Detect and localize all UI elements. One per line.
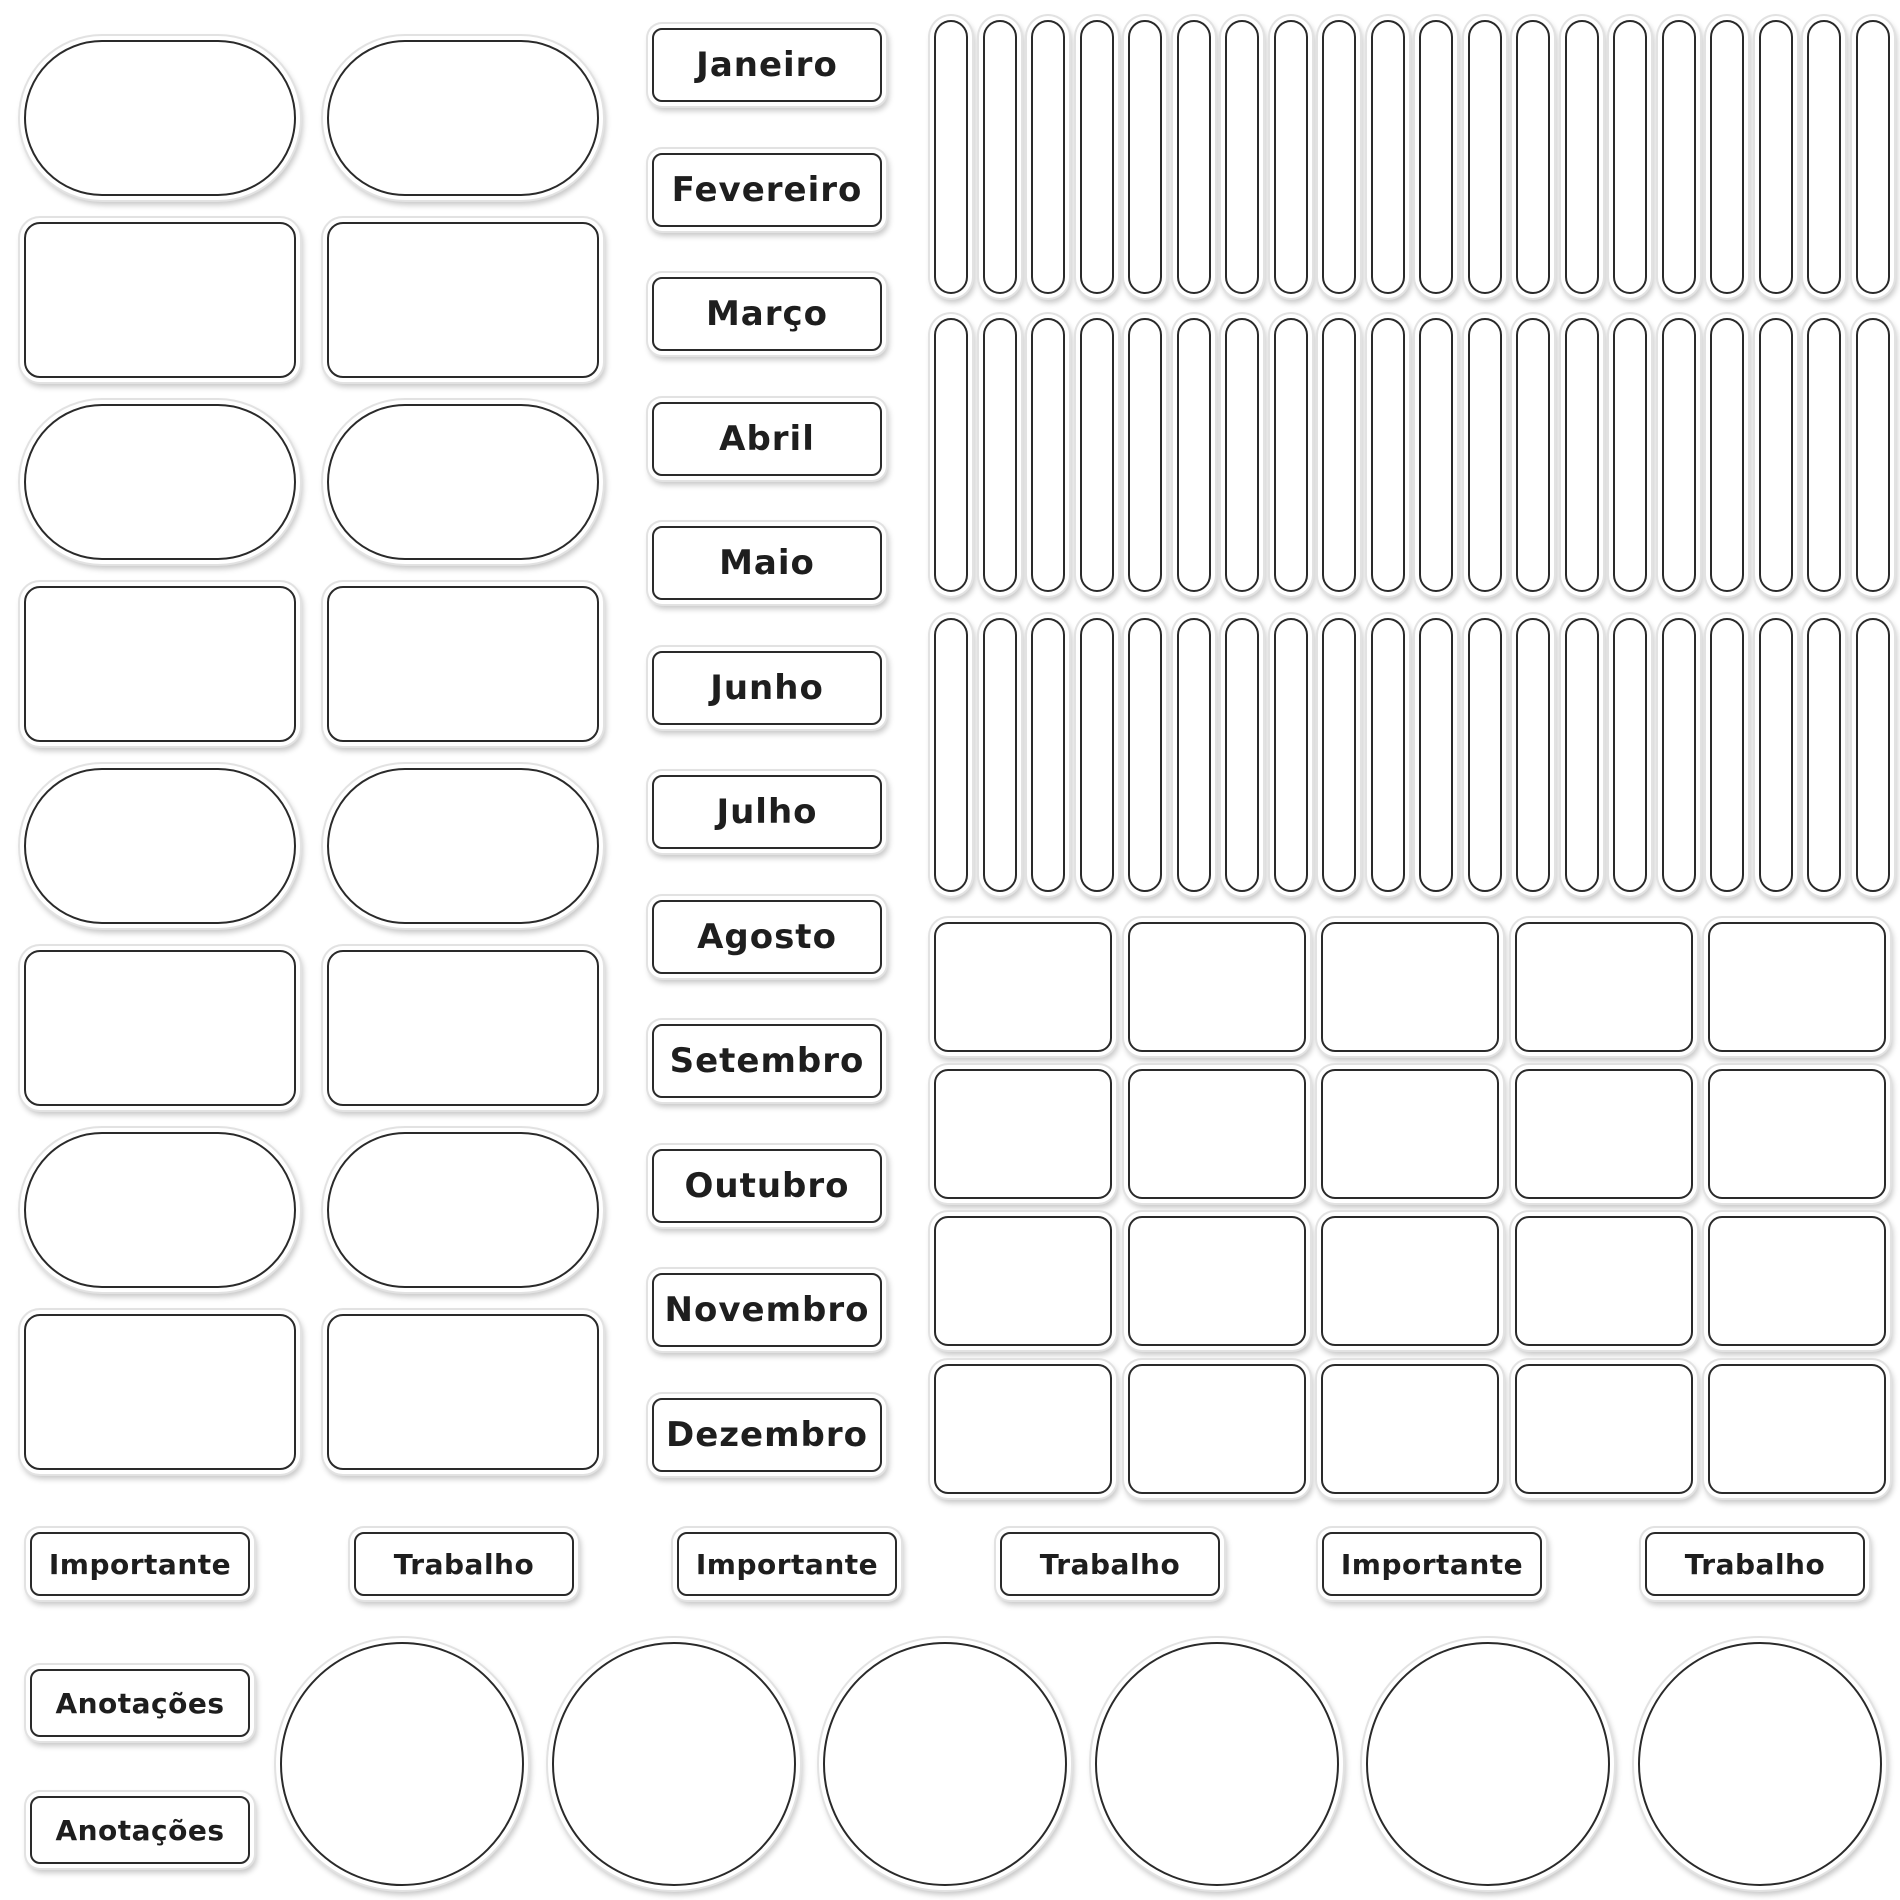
blank-circle-label	[552, 1642, 796, 1886]
blank-strip-label	[1565, 618, 1599, 892]
blank-square-label	[1321, 922, 1499, 1052]
month-label: Setembro	[652, 1024, 882, 1098]
tag-label: Importante	[30, 1532, 250, 1596]
blank-strip-label	[1662, 318, 1696, 592]
blank-square-label	[1321, 1216, 1499, 1346]
blank-strip-label	[1710, 618, 1744, 892]
blank-strip-label	[934, 618, 968, 892]
tag-label: Trabalho	[1000, 1532, 1220, 1596]
blank-rect-label	[327, 1314, 599, 1470]
blank-strip-label	[1759, 318, 1793, 592]
blank-strip-label	[1371, 618, 1405, 892]
blank-strip-label	[1613, 318, 1647, 592]
blank-circle-label	[280, 1642, 524, 1886]
blank-square-label	[934, 922, 1112, 1052]
blank-strip-label	[1759, 20, 1793, 294]
blank-circle-label	[1366, 1642, 1610, 1886]
blank-pill-label	[327, 404, 599, 560]
blank-strip-label	[1468, 318, 1502, 592]
blank-strip-label	[1565, 20, 1599, 294]
blank-strip-label	[1419, 20, 1453, 294]
blank-square-label	[1708, 1216, 1886, 1346]
month-label: Abril	[652, 402, 882, 476]
blank-strip-label	[1516, 318, 1550, 592]
blank-rect-label	[24, 222, 296, 378]
blank-strip-label	[1662, 618, 1696, 892]
blank-pill-label	[327, 40, 599, 196]
blank-strip-label	[1468, 618, 1502, 892]
blank-strip-label	[1031, 20, 1065, 294]
blank-strip-label	[934, 20, 968, 294]
month-label: Novembro	[652, 1273, 882, 1347]
blank-pill-label	[24, 404, 296, 560]
blank-square-label	[934, 1364, 1112, 1494]
blank-rect-label	[327, 222, 599, 378]
blank-square-label	[1321, 1364, 1499, 1494]
blank-strip-label	[1080, 318, 1114, 592]
blank-strip-label	[1807, 20, 1841, 294]
blank-strip-label	[1710, 318, 1744, 592]
blank-strip-label	[934, 318, 968, 592]
blank-strip-label	[1322, 318, 1356, 592]
blank-pill-label	[24, 40, 296, 196]
blank-square-label	[1128, 1069, 1306, 1199]
blank-strip-label	[1613, 20, 1647, 294]
blank-square-label	[1128, 1364, 1306, 1494]
blank-strip-label	[1807, 318, 1841, 592]
blank-square-label	[1515, 1069, 1693, 1199]
blank-strip-label	[1565, 318, 1599, 592]
blank-strip-label	[1274, 318, 1308, 592]
blank-strip-label	[1080, 618, 1114, 892]
blank-pill-label	[24, 1132, 296, 1288]
month-label: Outubro	[652, 1149, 882, 1223]
blank-strip-label	[1516, 20, 1550, 294]
blank-strip-label	[1468, 20, 1502, 294]
blank-strip-label	[1225, 318, 1259, 592]
blank-pill-label	[24, 768, 296, 924]
blank-square-label	[1321, 1069, 1499, 1199]
blank-strip-label	[1322, 20, 1356, 294]
blank-strip-label	[1225, 20, 1259, 294]
month-label: Janeiro	[652, 28, 882, 102]
blank-square-label	[934, 1216, 1112, 1346]
blank-circle-label	[823, 1642, 1067, 1886]
blank-strip-label	[1031, 318, 1065, 592]
month-label: Junho	[652, 651, 882, 725]
blank-strip-label	[1128, 618, 1162, 892]
blank-strip-label	[1419, 318, 1453, 592]
blank-square-label	[1708, 1069, 1886, 1199]
blank-circle-label	[1638, 1642, 1882, 1886]
blank-square-label	[1708, 922, 1886, 1052]
blank-strip-label	[1759, 618, 1793, 892]
blank-strip-label	[1710, 20, 1744, 294]
notes-label: Anotações	[30, 1669, 250, 1737]
blank-strip-label	[1031, 618, 1065, 892]
blank-strip-label	[1080, 20, 1114, 294]
month-label: Maio	[652, 526, 882, 600]
blank-square-label	[1128, 1216, 1306, 1346]
blank-strip-label	[1128, 318, 1162, 592]
blank-strip-label	[1322, 618, 1356, 892]
blank-strip-label	[1516, 618, 1550, 892]
blank-strip-label	[1613, 618, 1647, 892]
month-label: Março	[652, 277, 882, 351]
blank-rect-label	[327, 950, 599, 1106]
blank-strip-label	[1856, 20, 1890, 294]
blank-square-label	[1515, 1364, 1693, 1494]
blank-pill-label	[327, 1132, 599, 1288]
blank-rect-label	[327, 586, 599, 742]
blank-strip-label	[983, 618, 1017, 892]
month-label: Fevereiro	[652, 153, 882, 227]
blank-strip-label	[1662, 20, 1696, 294]
blank-strip-label	[1225, 618, 1259, 892]
month-label: Dezembro	[652, 1398, 882, 1472]
blank-square-label	[934, 1069, 1112, 1199]
month-label: Agosto	[652, 900, 882, 974]
blank-strip-label	[1177, 20, 1211, 294]
blank-strip-label	[1856, 318, 1890, 592]
blank-strip-label	[983, 20, 1017, 294]
blank-rect-label	[24, 1314, 296, 1470]
tag-label: Trabalho	[1645, 1532, 1865, 1596]
blank-circle-label	[1095, 1642, 1339, 1886]
blank-square-label	[1128, 922, 1306, 1052]
blank-strip-label	[1177, 618, 1211, 892]
blank-square-label	[1708, 1364, 1886, 1494]
tag-label: Importante	[1322, 1532, 1542, 1596]
blank-strip-label	[1177, 318, 1211, 592]
tag-label: Trabalho	[354, 1532, 574, 1596]
blank-strip-label	[1419, 618, 1453, 892]
blank-strip-label	[1128, 20, 1162, 294]
blank-pill-label	[327, 768, 599, 924]
blank-strip-label	[1807, 618, 1841, 892]
blank-strip-label	[983, 318, 1017, 592]
blank-rect-label	[24, 950, 296, 1106]
blank-square-label	[1515, 1216, 1693, 1346]
month-label: Julho	[652, 775, 882, 849]
blank-strip-label	[1371, 20, 1405, 294]
blank-strip-label	[1371, 318, 1405, 592]
blank-strip-label	[1274, 618, 1308, 892]
blank-square-label	[1515, 922, 1693, 1052]
blank-strip-label	[1274, 20, 1308, 294]
blank-strip-label	[1856, 618, 1890, 892]
tag-label: Importante	[677, 1532, 897, 1596]
notes-label: Anotações	[30, 1796, 250, 1864]
blank-rect-label	[24, 586, 296, 742]
